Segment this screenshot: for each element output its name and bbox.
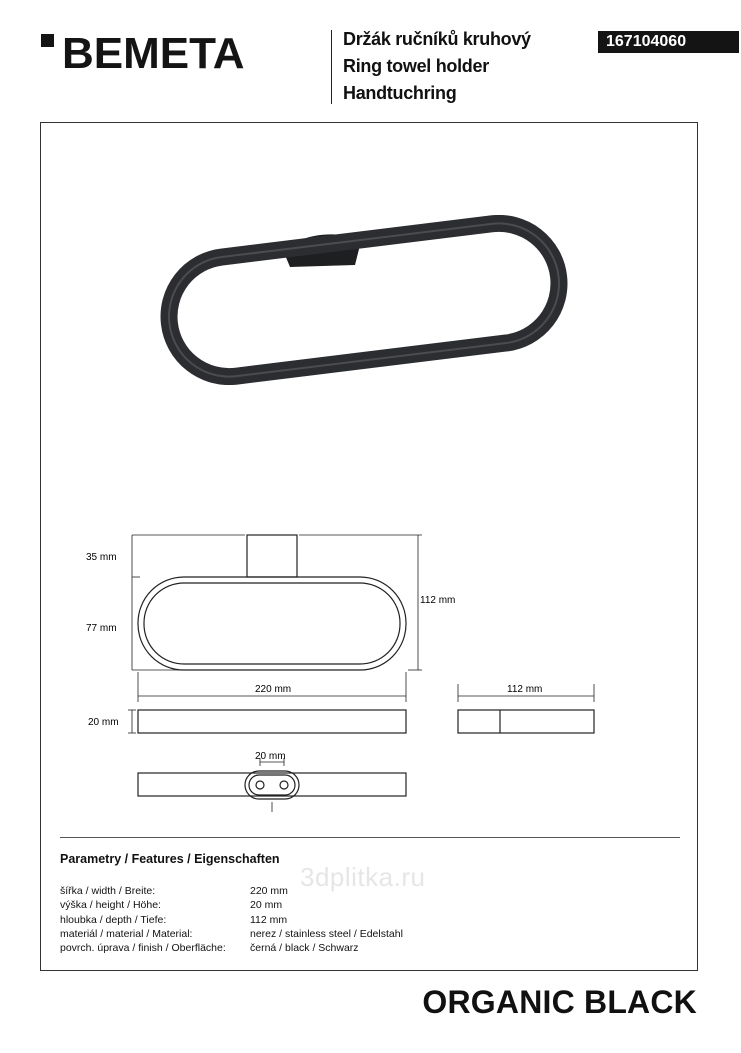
feature-value: 220 mm: [250, 885, 288, 897]
feature-key: povrch. úprava / finish / Oberfläche:: [60, 942, 226, 955]
feature-key: materiál / material / Material:: [60, 927, 193, 940]
feature-row: [60, 913, 403, 927]
product-name-cz: Držák ručníků kruhový: [343, 29, 531, 49]
bottom-view: [138, 773, 406, 796]
watermark: 3dplitka.ru: [300, 862, 426, 892]
dim-112-horizontal: 112 mm: [507, 684, 543, 695]
feature-value: 20 mm: [250, 899, 283, 912]
feature-key: výška / height / Höhe:: [60, 899, 161, 912]
feature-row: [60, 941, 403, 955]
features-title: Parametry / Features / Eigenschaften: [60, 852, 280, 866]
ring-outline-outer: [138, 577, 406, 670]
feature-row: [60, 884, 403, 898]
screw-hole-right: [280, 781, 288, 789]
dim-35: 35 mm: [86, 552, 117, 563]
feature-key: hloubka / depth / Tiefe:: [60, 913, 167, 926]
feature-row: [60, 898, 403, 912]
dim-20-height: 20 mm: [88, 717, 119, 728]
mount-outline: [247, 535, 297, 577]
collection-name: ORGANIC BLACK: [422, 984, 697, 1020]
feature-row: [60, 927, 403, 941]
feature-value: 112 mm: [250, 913, 288, 926]
brand-logo: [40, 28, 295, 72]
product-names: [343, 26, 531, 107]
feature-value: nerez / stainless steel / Edelstahl: [250, 927, 403, 940]
dim-77: 77 mm: [86, 623, 117, 634]
features-separator: [60, 837, 680, 838]
product-name-de: Handtuchring: [343, 83, 457, 103]
product-code-badge: 167104060: [598, 31, 739, 53]
ring-outline-inner: [144, 583, 400, 664]
screw-hole-left: [256, 781, 264, 789]
front-view: [138, 710, 406, 733]
dim-220: 220 mm: [255, 684, 292, 695]
ring-body: [162, 217, 566, 384]
product-name-en: Ring towel holder: [343, 56, 489, 76]
brand-logo-graphic: [40, 28, 295, 72]
technical-drawing: [60, 520, 680, 820]
dim-20-holes: 20 mm: [255, 751, 286, 762]
brand-name: BEMETA: [62, 29, 245, 72]
header-divider: [331, 30, 332, 104]
dim-112-vertical: 112 mm: [420, 595, 456, 606]
features-table: [60, 884, 403, 955]
side-view: [458, 710, 594, 733]
feature-value: černá / black / Schwarz: [250, 942, 359, 955]
product-photo: [150, 215, 570, 385]
feature-key: šířka / width / Breite:: [60, 885, 156, 897]
